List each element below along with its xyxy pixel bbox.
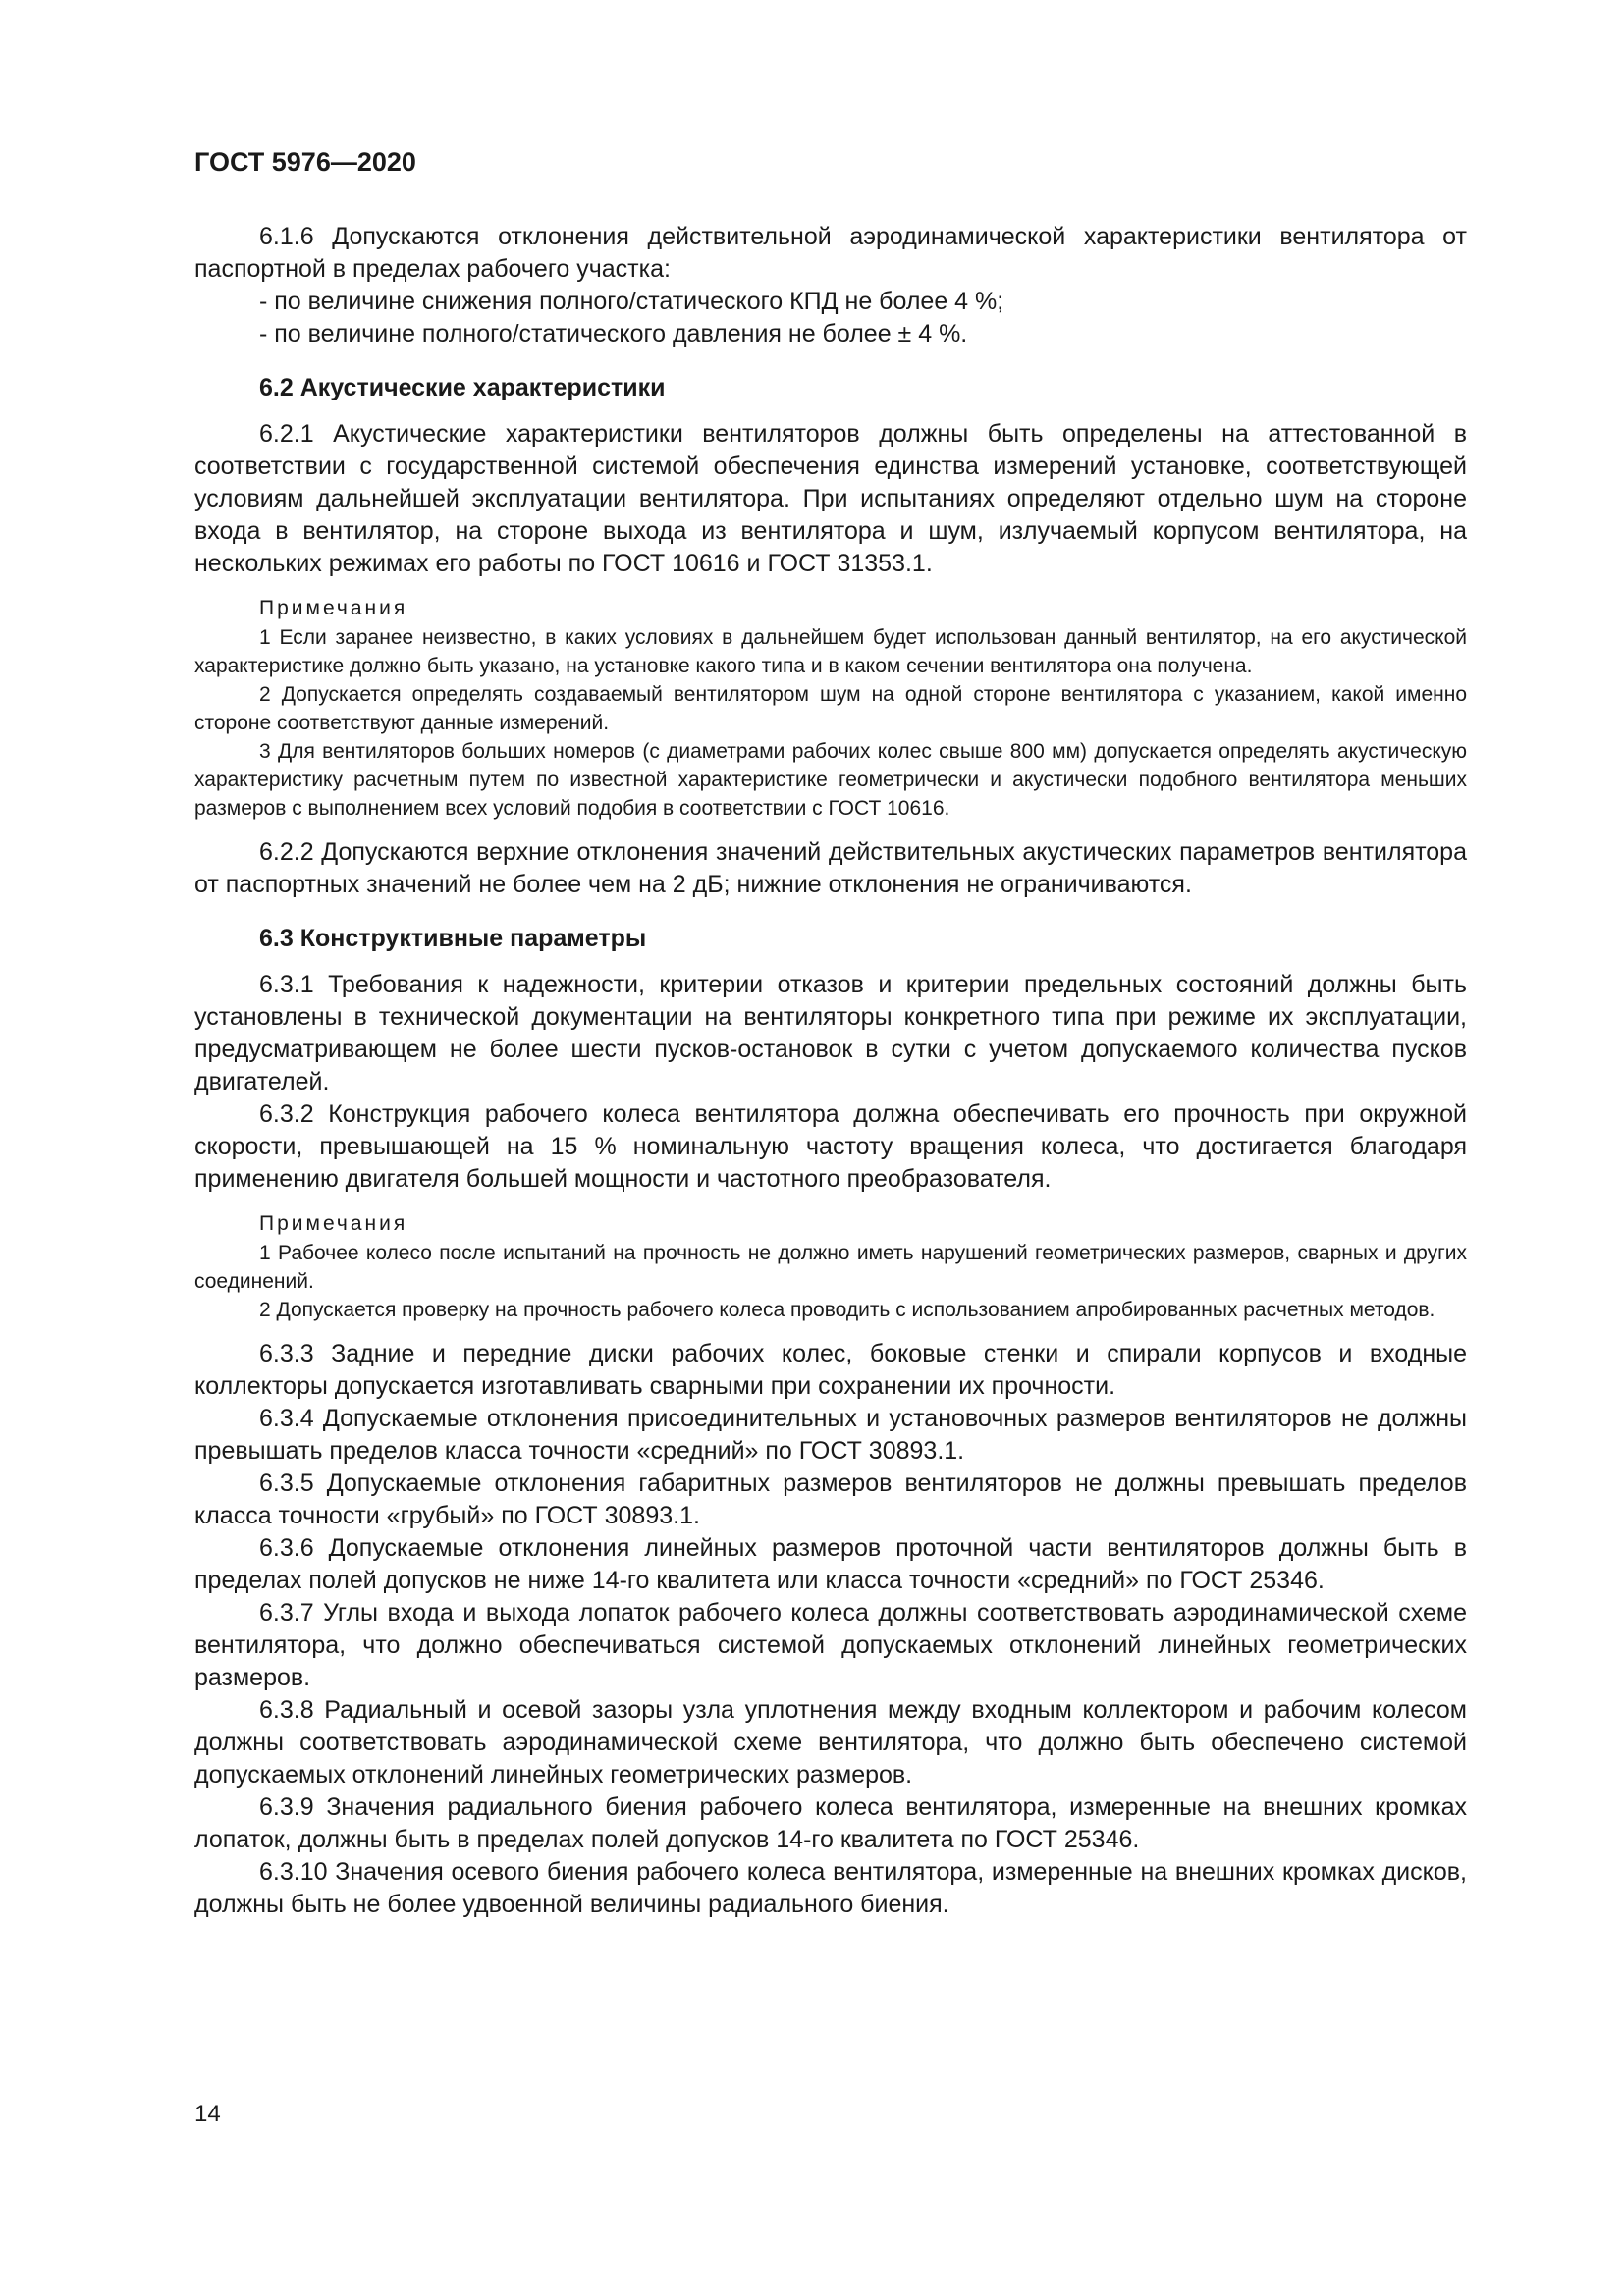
spacer xyxy=(194,1324,1467,1338)
paragraph-6-1-6: 6.1.6 Допускаются отклонения действительной аэродинамической характеристики вентилятора от паспортной в пределах рабочего участка: xyxy=(194,223,1467,283)
notes-title: Примечания xyxy=(259,1212,408,1235)
paragraph-6-3-2: 6.3.2 Конструкция рабочего колеса вентилятора должна обеспечивать его прочность при окружной скорости, превышающей на 15 % номинальную частоту вращения колеса, что достигается благодаря применению двигателя большей мощности и частотного преобразователя. xyxy=(194,1100,1467,1193)
paragraph-6-3-9: 6.3.9 Значения радиального биения рабочего колеса вентилятора, измеренные на внешних кромках лопаток, должны быть в пределах полей допусков 14-го квалитета по ГОСТ 25346. xyxy=(194,1793,1467,1853)
paragraph-6-3-7: 6.3.7 Углы входа и выхода лопаток рабочего колеса должны соответствовать аэродинамической схеме вентилятора, что должно обеспечиваться системой допускаемых отклонений линейных геометрических размеров. xyxy=(194,1599,1467,1691)
paragraph-6-3-10: 6.3.10 Значения осевого биения рабочего колеса вентилятора, измеренные на внешних кромках дисков, должны быть не более удвоенной величины радиального биения. xyxy=(194,1858,1467,1918)
spacer xyxy=(194,823,1467,836)
list-item: - по величине снижения полного/статического КПД не более 4 %; xyxy=(259,288,1004,315)
note-item: 1 Рабочее колесо после испытаний на прочность не должно иметь нарушений геометрических размеров, сварных и других соединений. xyxy=(194,1242,1467,1293)
list-item: - по величине полного/статического давления не более ± 4 %. xyxy=(259,320,968,347)
note-item: 2 Допускается определять создаваемый вентилятором шум на одной стороне вентилятора с указанием, какой именно стороне соответствуют данные измерений. xyxy=(194,683,1467,734)
paragraph-6-3-3: 6.3.3 Задние и передние диски рабочих колес, боковые стенки и спирали корпусов и входные коллекторы допускается изготавливать сварными при сохранении их прочности. xyxy=(194,1340,1467,1400)
paragraph-6-3-4: 6.3.4 Допускаемые отклонения присоединительных и установочных размеров вентиляторов не должны превышать пределов класса точности «средний» по ГОСТ 30893.1. xyxy=(194,1405,1467,1465)
page-number: 14 xyxy=(194,2101,221,2127)
notes-title: Примечания xyxy=(259,597,408,619)
paragraph-6-2-2: 6.2.2 Допускаются верхние отклонения значений действительных акустических параметров вентилятора от паспортных значений не более чем на 2 дБ; нижние отклонения не ограничиваются. xyxy=(194,838,1467,898)
note-item: 2 Допускается проверку на прочность рабочего колеса проводить с использованием апробированных расчетных методов. xyxy=(259,1299,1435,1321)
section-title-6-2: 6.2 Акустические характеристики xyxy=(259,374,666,401)
paragraph-6-3-6: 6.3.6 Допускаемые отклонения линейных размеров проточной части вентиляторов должны быть в пределах полей допусков не ниже 14-го квалитета или класса точности «средний» по ГОСТ 25346. xyxy=(194,1534,1467,1594)
paragraph-6-3-8: 6.3.8 Радиальный и осевой зазоры узла уплотнения между входным коллектором и рабочим колесом должны соответствовать аэродинамической схеме вентилятора, что должно быть обеспечено системой допускаемых отклонений линейных геометрических размеров. xyxy=(194,1696,1467,1789)
paragraph-6-3-1: 6.3.1 Требования к надежности, критерии отказов и критерии предельных состояний должны быть установлены в технической документации на вентиляторы конкретного типа при режиме их эксплуатации, предусматривающем не более шести пусков-остановок в сутки с учетом допускаемого количества пусков двигателей. xyxy=(194,971,1467,1095)
document-header: ГОСТ 5976—2020 xyxy=(194,147,416,177)
document-page xyxy=(194,147,1467,1921)
paragraph-6-2-1: 6.2.1 Акустические характеристики вентиляторов должны быть определены на аттестованной в соответствии с государственной системой обеспечения единства измерений установке, соответствующей условиям дальнейшей эксплуатации вентилятора. При испытаниях определяют отдельно шум на стороне входа в вентилятор, на стороне выхода из вентилятора и шум, излучаемый корпусом вентилятора, на нескольких режимах его работы по ГОСТ 10616 и ГОСТ 31353.1. xyxy=(194,420,1467,577)
section-title-6-3: 6.3 Конструктивные параметры xyxy=(259,925,647,952)
paragraph-6-3-5: 6.3.5 Допускаемые отклонения габаритных размеров вентиляторов не должны превышать пределов класса точности «грубый» по ГОСТ 30893.1. xyxy=(194,1469,1467,1529)
note-item: 1 Если заранее неизвестно, в каких условиях в дальнейшем будет использован данный вентилятор, на его акустической характеристике должно быть указано, на установке какого типа и в каком сечении вентилятора она получена. xyxy=(194,626,1467,677)
note-item: 3 Для вентиляторов больших номеров (с диаметрами рабочих колес свыше 800 мм) допускается определять акустическую характеристику расчетным путем по известной характеристике геометрически и акустически подобного вентилятора меньших размеров с выполнением всех условий подобия в соответствии с ГОСТ 10616. xyxy=(194,740,1467,820)
